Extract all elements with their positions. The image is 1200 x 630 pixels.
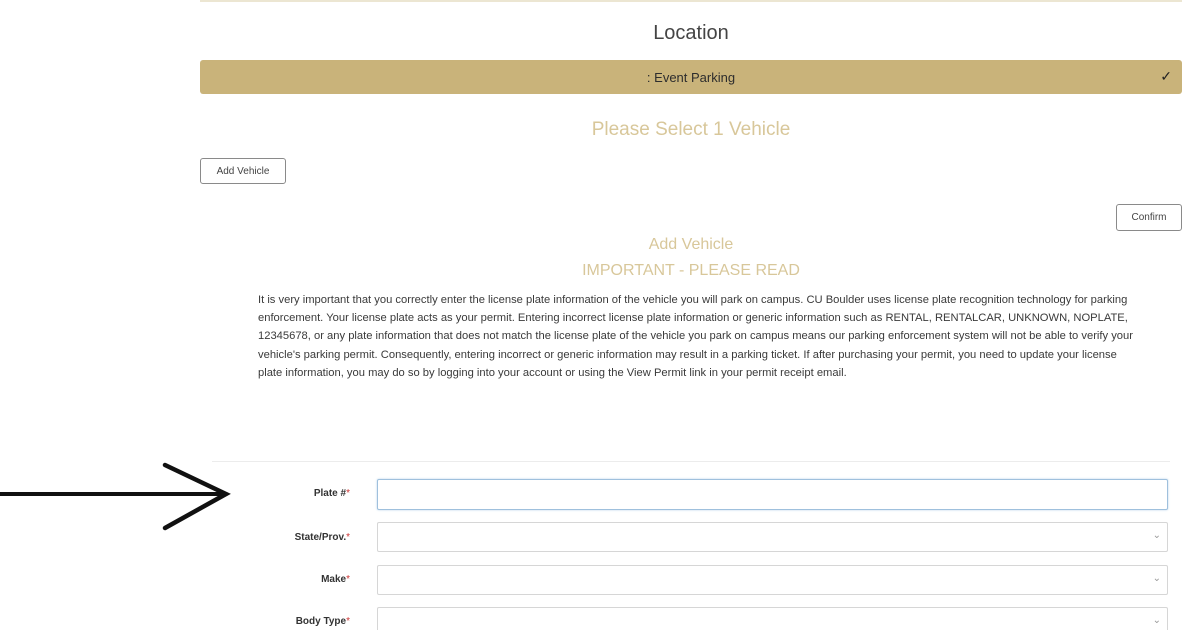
check-icon: ✓ [1160, 68, 1172, 84]
plate-input[interactable] [377, 479, 1168, 510]
add-vehicle-button[interactable]: Add Vehicle [200, 158, 286, 184]
plate-label: Plate #* [313, 488, 350, 499]
top-divider [200, 0, 1182, 2]
location-selected-label: : Event Parking [646, 69, 736, 85]
form-divider [212, 461, 1170, 462]
chevron-down-icon: ⌄ [1152, 530, 1161, 541]
confirm-button[interactable]: Confirm [1116, 204, 1182, 231]
location-title: Location [653, 22, 729, 44]
state-select[interactable] [377, 522, 1168, 552]
make-select[interactable] [377, 565, 1168, 595]
select-vehicle-heading: Please Select 1 Vehicle [591, 119, 791, 140]
body-type-label: Body Type* [295, 616, 350, 627]
important-notice-title: IMPORTANT - PLEASE READ [582, 262, 800, 279]
body-type-select[interactable] [377, 607, 1168, 630]
license-plate-notice: It is very important that you correctly enter the license plate information of the vehicle you will park on campus. CU Boulder uses license plate recognition technology for parking enforcement. Your license plate acts as your permit. Entering incorrect license plate information or generic information such as RENTAL, RENTALCAR, UNKNOWN, NOPLATE, 12345678, or any plate information that does not match the license plate of the vehicle you park on campus means our parking enforcement system will not be able to verify your vehicle's parking permit. Consequently, entering incorrect or generic information may result in a parking ticket. If after purchasing your permit, you need to update your license plate information, you may do so by logging into your account or using the View Permit link in your permit receipt email. [258, 294, 1133, 379]
location-selector[interactable] [200, 60, 1182, 94]
make-label: Make* [321, 574, 350, 585]
chevron-down-icon: ⌄ [1152, 573, 1161, 584]
chevron-down-icon: ⌄ [1152, 615, 1161, 626]
add-vehicle-form-title: Add Vehicle [648, 236, 734, 253]
state-label: State/Prov.* [294, 532, 350, 543]
